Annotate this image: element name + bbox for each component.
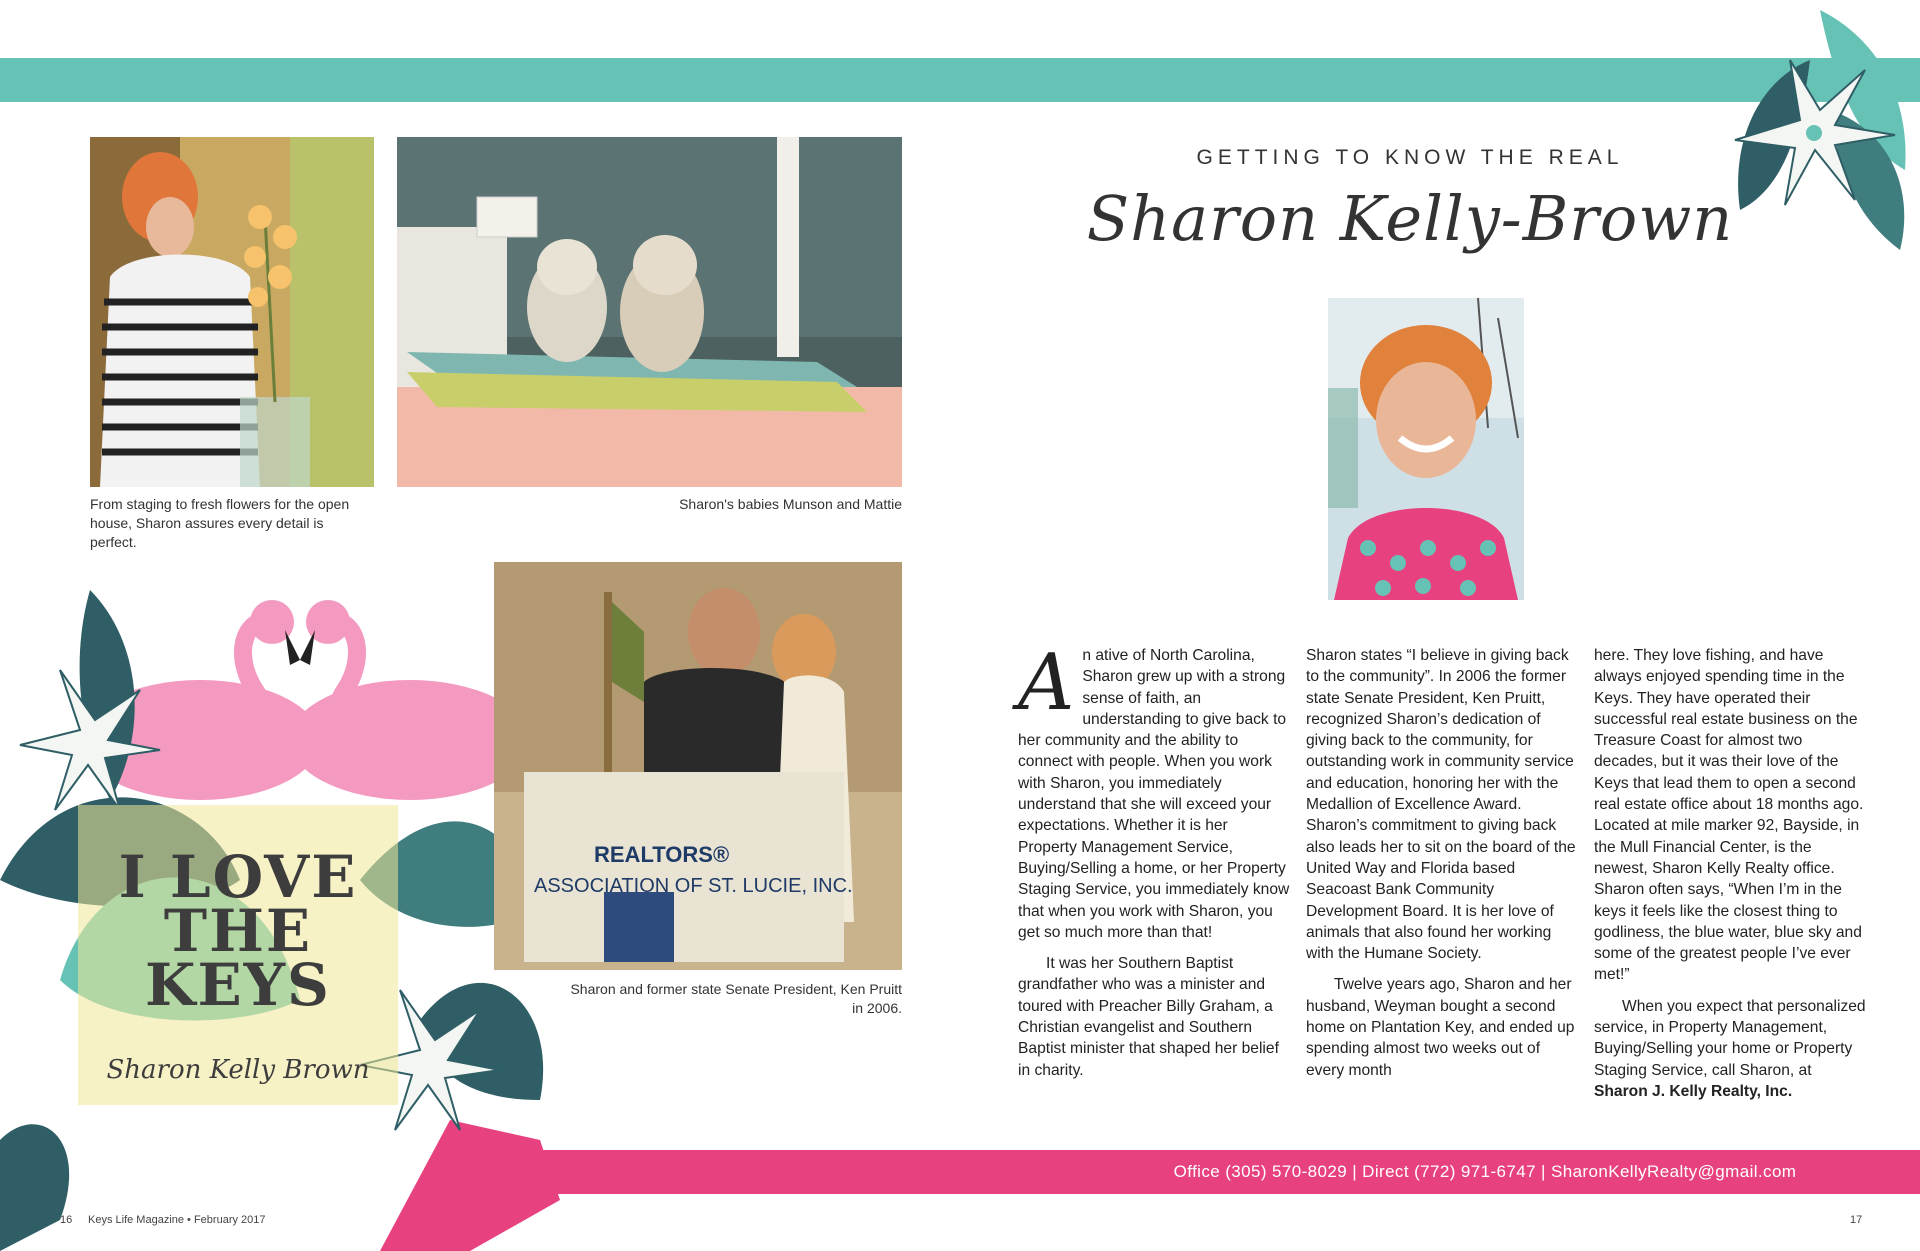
contact-info: Office (305) 570-8029 | Direct (772) 971-6747 | SharonKellyRealty@gmail.com	[1173, 1162, 1797, 1181]
kicker-heading: GETTING TO KNOW THE REAL	[1196, 146, 1624, 169]
banner-association-text: ASSOCIATION OF ST. LUCIE, INC.	[534, 875, 853, 897]
photo-dogs-munson-mattie	[397, 137, 902, 487]
top-teal-band	[0, 58, 1920, 102]
i-love-the-keys-title	[78, 843, 398, 1019]
col2-paragraph-2: Twelve years ago, Sharon and her husband, Weyman bought a second home on Plantation Key, and ended up spending almost two weeks out of every month	[1306, 976, 1575, 1079]
caption-staging: From staging to fresh flowers for the open house, Sharon assures every detail is perfect.	[90, 496, 350, 550]
caption-dogs: Sharon's babies Munson and Mattie	[679, 496, 902, 512]
col3-paragraph-1: here. They love fishing, and have always enjoyed spending time in the Keys. They have operated their successful real estate business on the Treasure Coast for almost two decades, but it was their love of the Keys that lead them to open a second real estate office about 18 months ago. Located at mile marker 92, Bayside, in the Mull Financial Center, is the newest, Sharon Kelly Realty office. Sharon often says, “When I’m in the keys it feels like the closest thing to godliness, the blue water, blue sky and some of the greatest people I’ve ever met!”	[1594, 647, 1864, 984]
article-column-3	[1594, 645, 1866, 1112]
left-folio: Keys Life Magazine • February 2017	[88, 1214, 266, 1226]
article-title: Sharon Kelly-Brown	[1086, 182, 1734, 255]
article-column-1	[1018, 638, 1290, 1091]
left-page-number: 16	[60, 1214, 73, 1226]
col1-paragraph-2: It was her Southern Baptist grandfather who was a minister and toured with Preacher Billy Graham, a Christian evangelist and Southern Baptist minister that shaped her belief in charity.	[1018, 955, 1279, 1079]
love-signature: Sharon Kelly Brown	[106, 1055, 370, 1085]
photo-sharon-staging-flowers	[90, 137, 374, 487]
article-column-2	[1306, 645, 1578, 1091]
drop-cap: A	[1018, 638, 1075, 728]
col3-paragraph-2: When you expect that personalized service, in Property Management, Buying/Selling your home or Property Staging Service, call Sharon, at	[1594, 997, 1866, 1079]
col2-paragraph-1: Sharon states “I believe in giving back to the community”. In 2006 the former state Senate President, Ken Pruitt, recognized Sharon’s dedication of giving back to the community, for outstanding work in community service and education, honoring her with the Medallion of Excellence Award. Sharon’s commitment to giving back also leads her to sit on the board of the United Way and Florida based Seacoast Bank Community Development Board. It is her love of animals that also found her working with the Humane Society.	[1306, 647, 1576, 963]
caption-award: Sharon and former state Senate President, Ken Pruitt in 2006.	[570, 981, 902, 1016]
company-name: Sharon J. Kelly Realty, Inc.	[1594, 1082, 1793, 1100]
photo-award-ken-pruitt	[494, 562, 902, 970]
right-page-number: 17	[1850, 1214, 1863, 1226]
love-line-3: KEYS	[145, 951, 331, 1019]
love-line-1: I LOVE	[118, 843, 358, 911]
col1-paragraph-1: n ative of North Carolina, Sharon grew up with a strong sense of faith, an understanding to give back to her community and the ability to connect with people. When you work with Sharon, you immediately understand that she will exceed your expectations. Whether it is her Property Management Service, Buying/Selling a home, or her Property Staging Service, you immediately know that when you work with Sharon, you get so much more than that!	[1018, 647, 1290, 941]
banner-realtors-text: REALTORS®	[594, 842, 730, 867]
love-line-2: THE	[163, 897, 313, 965]
portrait-sharon-kelly-brown	[1328, 298, 1524, 600]
